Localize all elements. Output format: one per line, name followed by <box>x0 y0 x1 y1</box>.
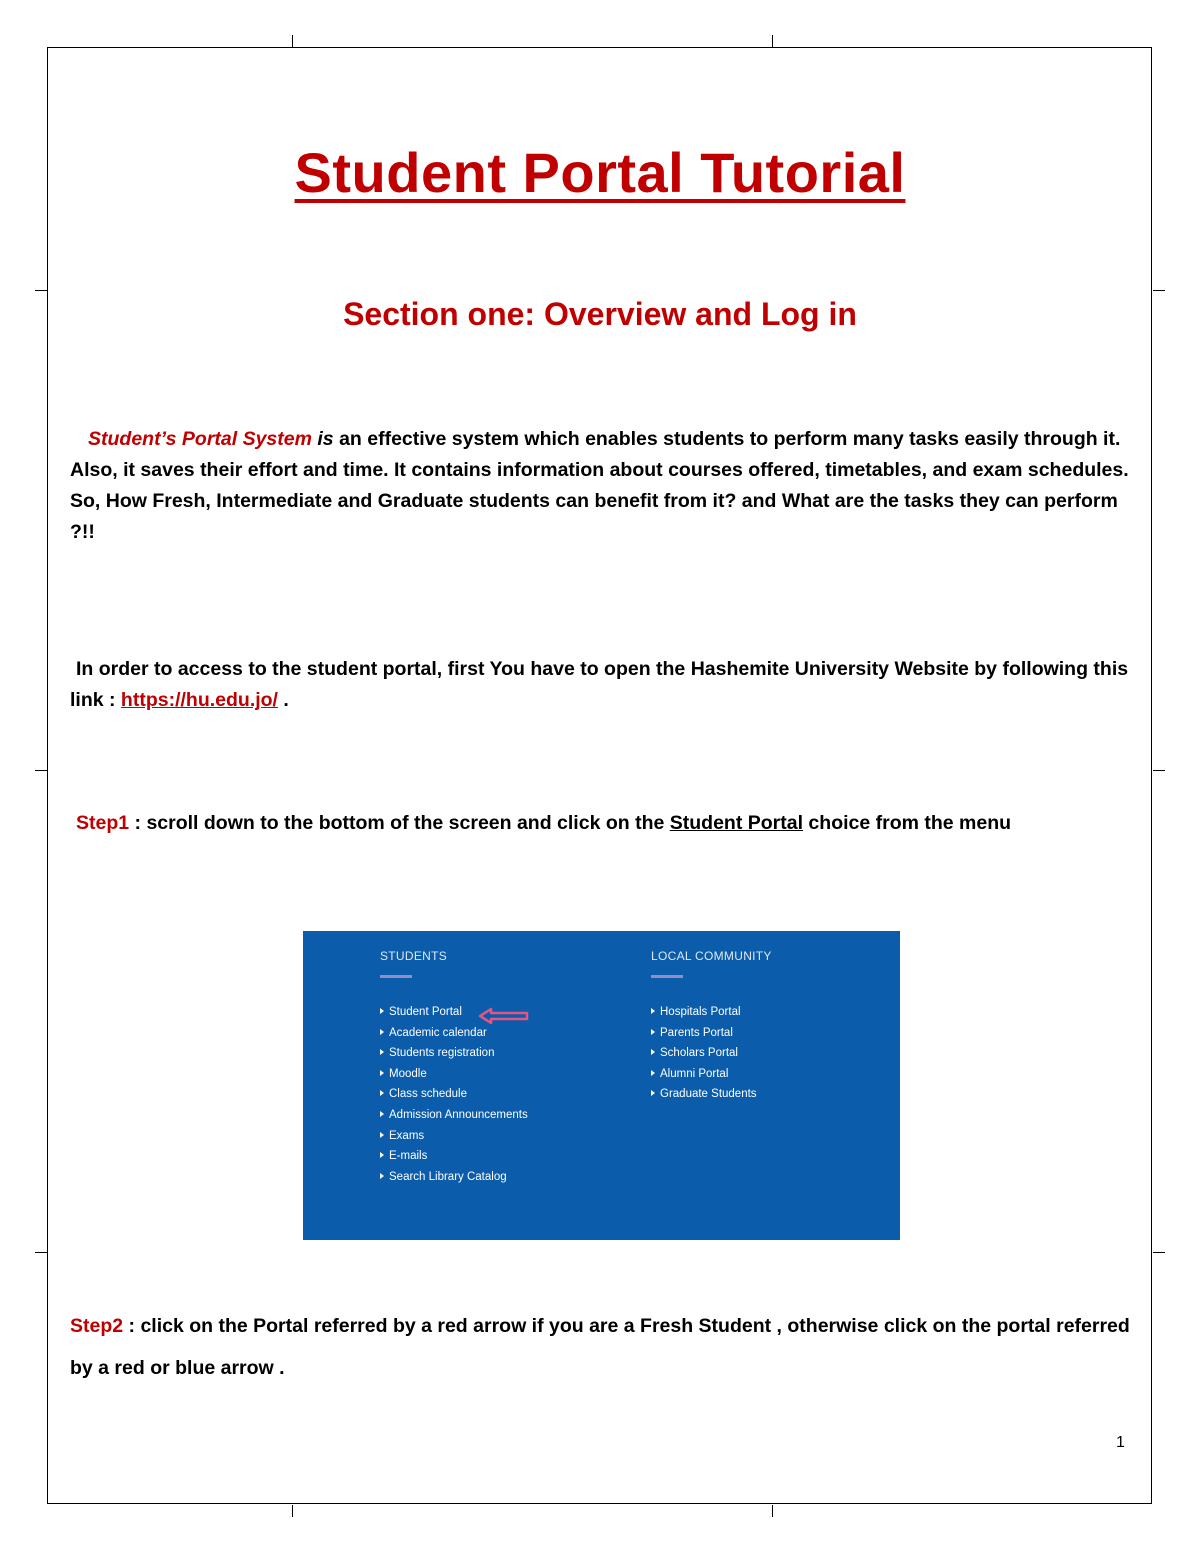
step1-highlight: Student Portal <box>669 812 804 834</box>
menu-item-alumni-portal[interactable]: Alumni Portal <box>651 1064 772 1085</box>
step2-instruction <box>70 1305 1140 1389</box>
access-tail: . <box>277 689 289 711</box>
border-tick <box>772 35 773 47</box>
heading-underline <box>380 975 412 978</box>
step1-text-before: : scroll down to the bottom of the screen and click on the <box>129 812 670 834</box>
bullet-triangle-icon <box>651 1049 655 1055</box>
border-tick <box>772 1505 773 1517</box>
access-paragraph <box>70 654 1135 716</box>
border-tick <box>292 35 293 47</box>
menu-item-admission-announcements[interactable]: Admission Announcements <box>380 1105 528 1126</box>
students-heading: STUDENTS <box>380 949 448 963</box>
footer-menu-screenshot <box>303 931 900 1240</box>
menu-item-academic-calendar[interactable]: Academic calendar <box>380 1023 528 1044</box>
menu-item-scholars-portal[interactable]: Scholars Portal <box>651 1043 772 1064</box>
border-tick <box>292 1505 293 1517</box>
university-link[interactable]: https://hu.edu.jo/ <box>120 689 278 711</box>
menu-item-exams[interactable]: Exams <box>380 1126 528 1147</box>
menu-item-class-schedule[interactable]: Class schedule <box>380 1084 528 1105</box>
bullet-triangle-icon <box>380 1152 384 1158</box>
access-text: In order to access to the student portal, first You have to open the Hashemite University Website by following this link : <box>70 658 1129 711</box>
bullet-triangle-icon <box>651 1008 655 1014</box>
section-title: Section one: Overview and Log in <box>343 296 857 332</box>
border-tick <box>35 1252 47 1253</box>
step2-text: : click on the Portal referred by a red arrow if you are a Fresh Student , otherwise click on the portal referred by a red or blue arrow . <box>70 1315 1130 1379</box>
intro-body: an effective system which enables students to perform many tasks easily through it. Also, it saves their effort and time. It contains information about courses offered, timetables, and exam schedules. So, How Fresh, Intermediate and Graduate students can benefit from it? and What are the tasks they can perform ?!! <box>70 428 1129 543</box>
bullet-triangle-icon <box>380 1070 384 1076</box>
border-tick <box>35 770 47 771</box>
border-tick <box>1153 1252 1165 1253</box>
menu-item-graduate-students[interactable]: Graduate Students <box>651 1084 772 1105</box>
pointer-arrow-left-icon <box>478 1007 530 1025</box>
system-name: Student’s Portal System <box>88 428 312 450</box>
bullet-triangle-icon <box>651 1070 655 1076</box>
menu-item-e-mails[interactable]: E-mails <box>380 1146 528 1167</box>
bullet-triangle-icon <box>380 1049 384 1055</box>
step1-label: Step1 <box>76 812 130 834</box>
bullet-triangle-icon <box>380 1090 384 1096</box>
bullet-triangle-icon <box>380 1132 384 1138</box>
bullet-triangle-icon <box>380 1029 384 1035</box>
community-column <box>651 949 772 1105</box>
community-menu-list <box>651 1002 772 1105</box>
bullet-triangle-icon <box>380 1008 384 1014</box>
step1-text-after: choice from the menu <box>803 812 1012 834</box>
page-border <box>47 47 1152 1504</box>
bullet-triangle-icon <box>380 1173 384 1179</box>
bullet-triangle-icon <box>651 1029 655 1035</box>
border-tick <box>35 290 47 291</box>
community-heading: LOCAL COMMUNITY <box>651 949 772 963</box>
heading-underline <box>651 975 683 978</box>
bullet-triangle-icon <box>380 1111 384 1117</box>
menu-item-moodle[interactable]: Moodle <box>380 1064 528 1085</box>
menu-item-search-library-catalog[interactable]: Search Library Catalog <box>380 1167 528 1188</box>
menu-item-parents-portal[interactable]: Parents Portal <box>651 1023 772 1044</box>
border-tick <box>1153 290 1165 291</box>
menu-item-hospitals-portal[interactable]: Hospitals Portal <box>651 1002 772 1023</box>
students-menu-list <box>380 1002 528 1187</box>
intro-paragraph <box>70 424 1135 548</box>
document-title: Student Portal Tutorial <box>294 141 906 204</box>
step1-instruction <box>76 812 1011 835</box>
menu-item-students-registration[interactable]: Students registration <box>380 1043 528 1064</box>
menu-item-student-portal[interactable]: Student Portal <box>380 1002 528 1023</box>
bullet-triangle-icon <box>651 1090 655 1096</box>
step2-label: Step2 <box>70 1315 124 1337</box>
border-tick <box>1153 770 1165 771</box>
intro-is: is <box>317 428 334 450</box>
page-number: 1 <box>1116 1434 1125 1451</box>
students-column <box>380 949 528 1187</box>
